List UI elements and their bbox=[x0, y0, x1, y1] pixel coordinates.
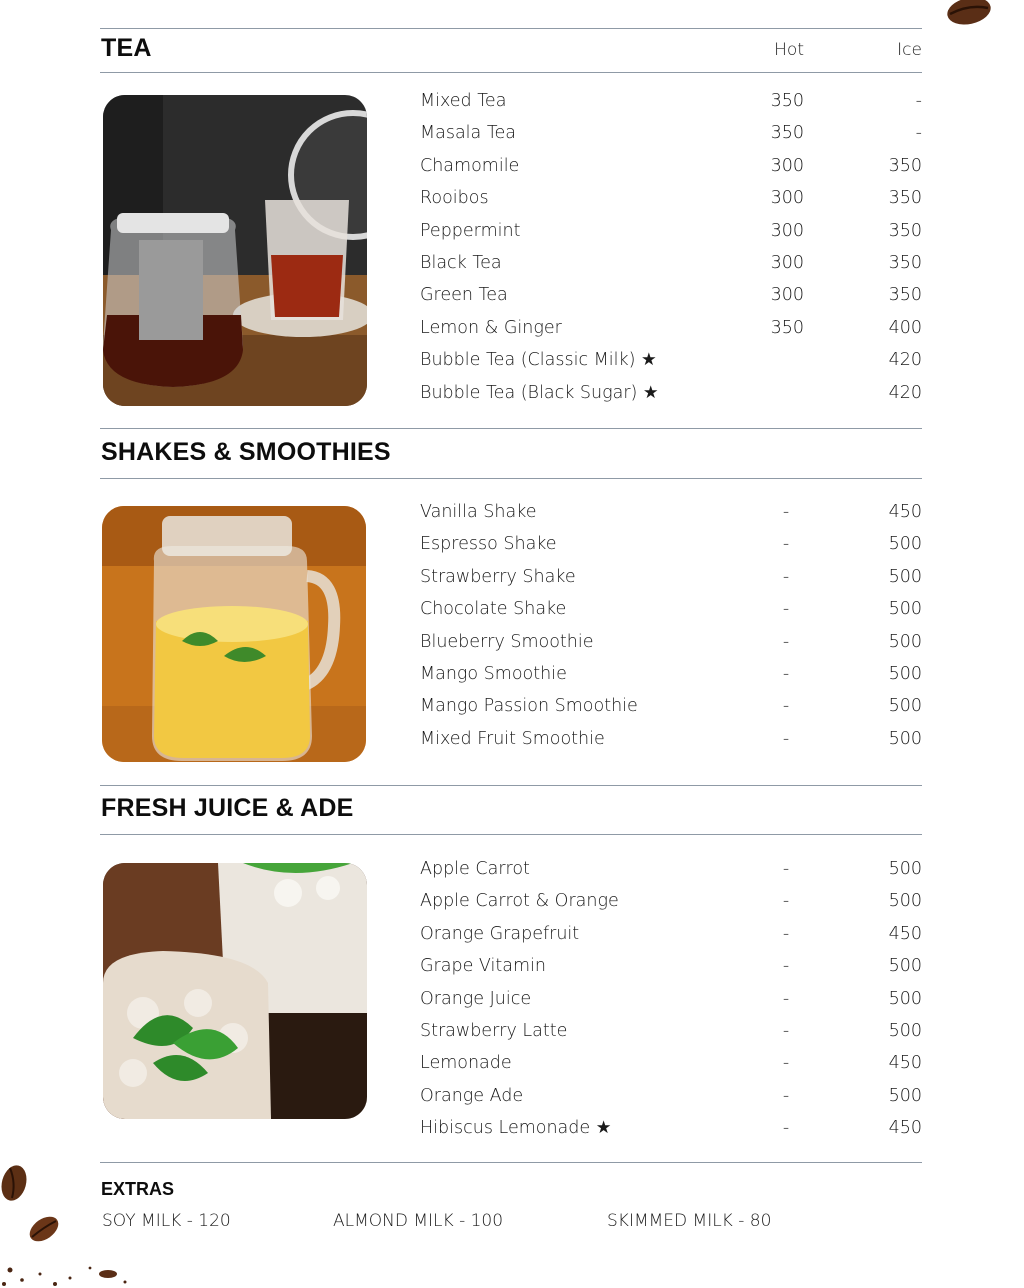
divider bbox=[100, 785, 922, 786]
menu-item-row bbox=[0, 91, 1024, 121]
item-ice-price: 350 bbox=[888, 253, 922, 273]
menu-item-row bbox=[0, 318, 1024, 348]
item-name: Grape Vitamin bbox=[420, 956, 546, 977]
item-hot-price: - bbox=[782, 566, 790, 587]
extra-item: SOY MILK - 120 bbox=[102, 1211, 231, 1231]
item-name: Orange Juice bbox=[420, 988, 532, 1009]
item-hot-price: 350 bbox=[770, 123, 804, 144]
item-name: Lemonade bbox=[420, 1053, 512, 1074]
item-hot-price: - bbox=[782, 534, 790, 555]
item-hot-price: 300 bbox=[770, 285, 804, 306]
item-ice-price: 400 bbox=[888, 317, 922, 338]
menu-item-row bbox=[0, 859, 1024, 889]
item-hot-price: 350 bbox=[770, 317, 804, 338]
item-ice-price: 500 bbox=[888, 956, 922, 977]
menu-item-row bbox=[0, 956, 1024, 986]
item-ice-price: 500 bbox=[888, 599, 922, 620]
item-name: Orange Grapefruit bbox=[420, 923, 580, 944]
item-name: Chocolate Shake bbox=[420, 599, 567, 620]
item-name: Lemon & Ginger bbox=[420, 317, 562, 338]
menu-item-row bbox=[0, 729, 1024, 759]
item-hot-price: - bbox=[782, 891, 790, 912]
section-title-shakes: SHAKES & SMOOTHIES bbox=[101, 438, 391, 466]
item-name: Apple Carrot bbox=[420, 859, 530, 879]
item-name: Bubble Tea (Classic Milk) ★ bbox=[420, 350, 657, 371]
item-name: Espresso Shake bbox=[420, 534, 557, 555]
item-hot-price: - bbox=[782, 956, 790, 977]
menu-item-row bbox=[0, 221, 1024, 251]
divider bbox=[100, 834, 922, 835]
menu-item-row bbox=[0, 891, 1024, 921]
item-name: Masala Tea bbox=[420, 123, 517, 144]
menu-item-row bbox=[0, 1118, 1024, 1148]
item-hot-price: - bbox=[782, 728, 790, 749]
menu-item-row bbox=[0, 285, 1024, 315]
item-ice-price: 500 bbox=[888, 696, 922, 717]
menu-item-row bbox=[0, 696, 1024, 726]
item-hot-price: - bbox=[782, 599, 790, 620]
item-ice-price: 500 bbox=[888, 859, 922, 879]
menu-item-row bbox=[0, 123, 1024, 153]
menu-item-row bbox=[0, 188, 1024, 218]
item-ice-price: 420 bbox=[888, 382, 922, 403]
item-ice-price: 500 bbox=[888, 534, 922, 555]
item-name: Hibiscus Lemonade ★ bbox=[420, 1118, 612, 1139]
item-name: Green Tea bbox=[420, 285, 508, 306]
item-name: Strawberry Shake bbox=[420, 566, 576, 587]
item-hot-price: - bbox=[782, 859, 790, 879]
item-ice-price: 350 bbox=[888, 188, 922, 209]
item-name: Strawberry Latte bbox=[420, 1021, 568, 1041]
menu-item-row bbox=[0, 1053, 1024, 1083]
item-ice-price: - bbox=[915, 123, 922, 144]
item-name: Bubble Tea (Black Sugar) ★ bbox=[420, 382, 659, 403]
menu-item-row bbox=[0, 989, 1024, 1019]
item-hot-price: - bbox=[782, 1053, 790, 1074]
item-hot-price: - bbox=[782, 1085, 790, 1106]
item-hot-price: - bbox=[782, 664, 790, 684]
item-ice-price: 350 bbox=[888, 220, 922, 241]
section-title-extras: EXTRAS bbox=[101, 1179, 175, 1199]
item-name: Orange Ade bbox=[420, 1085, 524, 1106]
item-hot-price: 300 bbox=[770, 253, 804, 273]
item-ice-price: 500 bbox=[888, 631, 922, 652]
item-ice-price: 450 bbox=[888, 502, 922, 522]
menu-item-row bbox=[0, 924, 1024, 954]
item-hot-price: 300 bbox=[770, 188, 804, 209]
menu-item-row bbox=[0, 632, 1024, 662]
item-name: Black Tea bbox=[420, 253, 502, 273]
item-ice-price: 500 bbox=[888, 988, 922, 1009]
coffee-grounds-icon bbox=[0, 1240, 150, 1288]
column-header-hot: Hot bbox=[774, 40, 804, 60]
item-ice-price: 500 bbox=[888, 891, 922, 912]
item-name: Blueberry Smoothie bbox=[420, 631, 594, 652]
item-hot-price: - bbox=[782, 1021, 790, 1041]
divider bbox=[100, 28, 922, 29]
menu-item-row bbox=[0, 253, 1024, 283]
menu-item-row bbox=[0, 534, 1024, 564]
section-title-juice: FRESH JUICE & ADE bbox=[101, 794, 354, 822]
item-ice-price: 450 bbox=[888, 923, 922, 944]
item-ice-price: 450 bbox=[888, 1118, 922, 1139]
item-name: Mixed Fruit Smoothie bbox=[420, 728, 605, 749]
menu-item-row bbox=[0, 1021, 1024, 1051]
menu-item-row bbox=[0, 1086, 1024, 1116]
coffee-bean-icon bbox=[944, 0, 994, 28]
item-name: Apple Carrot & Orange bbox=[420, 891, 619, 912]
menu-item-row bbox=[0, 502, 1024, 532]
item-name: Mango Passion Smoothie bbox=[420, 696, 638, 717]
extra-item: SKIMMED MILK - 80 bbox=[607, 1211, 772, 1231]
item-hot-price: - bbox=[782, 631, 790, 652]
coffee-bean-icon bbox=[0, 1162, 30, 1204]
section-title-tea: TEA bbox=[101, 34, 152, 62]
column-header-ice: Ice bbox=[897, 40, 922, 60]
item-ice-price: 500 bbox=[888, 728, 922, 749]
divider bbox=[100, 72, 922, 73]
divider bbox=[100, 1162, 922, 1163]
item-hot-price: 300 bbox=[770, 155, 804, 176]
item-ice-price: 500 bbox=[888, 566, 922, 587]
item-ice-price: 420 bbox=[888, 350, 922, 371]
item-name: Mango Smoothie bbox=[420, 664, 567, 684]
item-hot-price: 300 bbox=[770, 220, 804, 241]
item-name: Rooibos bbox=[420, 188, 489, 209]
item-hot-price: - bbox=[782, 988, 790, 1009]
item-ice-price: 500 bbox=[888, 1021, 922, 1041]
menu-item-row bbox=[0, 567, 1024, 597]
item-ice-price: 500 bbox=[888, 1085, 922, 1106]
item-hot-price: 350 bbox=[770, 91, 804, 111]
item-hot-price: - bbox=[782, 696, 790, 717]
item-ice-price: - bbox=[915, 91, 922, 111]
item-ice-price: 350 bbox=[888, 155, 922, 176]
divider bbox=[100, 478, 922, 479]
divider bbox=[100, 428, 922, 429]
item-ice-price: 450 bbox=[888, 1053, 922, 1074]
item-name: Vanilla Shake bbox=[420, 502, 537, 522]
extra-item: ALMOND MILK - 100 bbox=[333, 1211, 504, 1231]
item-name: Mixed Tea bbox=[420, 91, 507, 111]
menu-item-row bbox=[0, 383, 1024, 413]
item-name: Chamomile bbox=[420, 155, 520, 176]
item-hot-price: - bbox=[782, 502, 790, 522]
item-hot-price: - bbox=[782, 923, 790, 944]
menu-item-row bbox=[0, 599, 1024, 629]
item-ice-price: 350 bbox=[888, 285, 922, 306]
menu-item-row bbox=[0, 350, 1024, 380]
menu-item-row bbox=[0, 664, 1024, 694]
item-ice-price: 500 bbox=[888, 664, 922, 684]
menu-item-row bbox=[0, 156, 1024, 186]
item-hot-price: - bbox=[782, 1118, 790, 1139]
item-name: Peppermint bbox=[420, 220, 521, 241]
